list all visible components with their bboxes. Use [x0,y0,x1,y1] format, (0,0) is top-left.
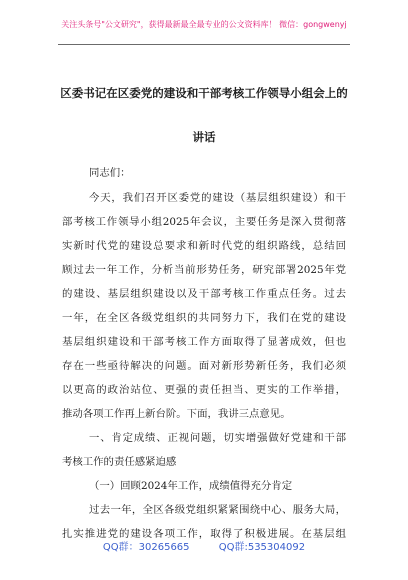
body-line: 推动各项工作再上新台阶。下面，我讲三点意见。 [62,408,291,420]
body-line: 过去一年，全区各级党组织紧紧围绕中心、服务大局， [89,504,346,516]
salutation: 同志们： [89,167,131,179]
body-line: 实新时代党的建设总要求和新时代党的组织路线，总结回 [62,240,346,252]
body-line: 今天，我们召开区委党的建设（基层组织建设）和干 [89,192,346,204]
section-heading-continued: 考核工作的责任感紧迫感 [62,456,177,468]
section-heading: 一、肯定成绩、正视问题，切实增强做好党建和干部 [89,432,346,444]
footer-qq-group-2: QQ群:535304092 [218,542,306,553]
footer-qq-group-1: QQ群：30265665 [102,542,190,553]
body-line: 存在一些亟待解决的问题。面对新形势新任务，我们必须 [62,360,346,372]
body-line: 的建设、基层组织建设以及干部考核工作重点任务。过去 [62,288,346,300]
header-promo: 关注头条号"公文研究"，获得最新最全最专业的公文资料库！ 微信：gongwenyj [61,20,347,29]
body-line: 顾过去一年工作，分析当前形势任务，研究部署2025年党 [62,264,346,276]
subsection-heading: （一）回顾2024年工作，成绩值得充分肯定 [89,480,293,492]
footer-contact [0,538,408,553]
body-line: 以更高的政治站位、更强的责任担当、更实的工作举措， [62,384,346,396]
document-title: 区委书记在区委党的建设和干部考核工作领导小组会上的 [60,86,348,100]
body-line: 扎实推进党的建设各项工作，取得了积极进展。在基层组 [62,528,346,540]
body-line: 部考核工作领导小组2025年会议，主要任务是深入贯彻落 [62,216,346,228]
header-rule [58,44,350,45]
body-line: 基层组织建设和干部考核工作方面取得了显著成效，但也 [62,336,346,348]
body-line: 一年，在全区各级党组织的共同努力下，我们在党的建设 [62,312,346,324]
document-title-continued: 讲话 [192,130,216,144]
